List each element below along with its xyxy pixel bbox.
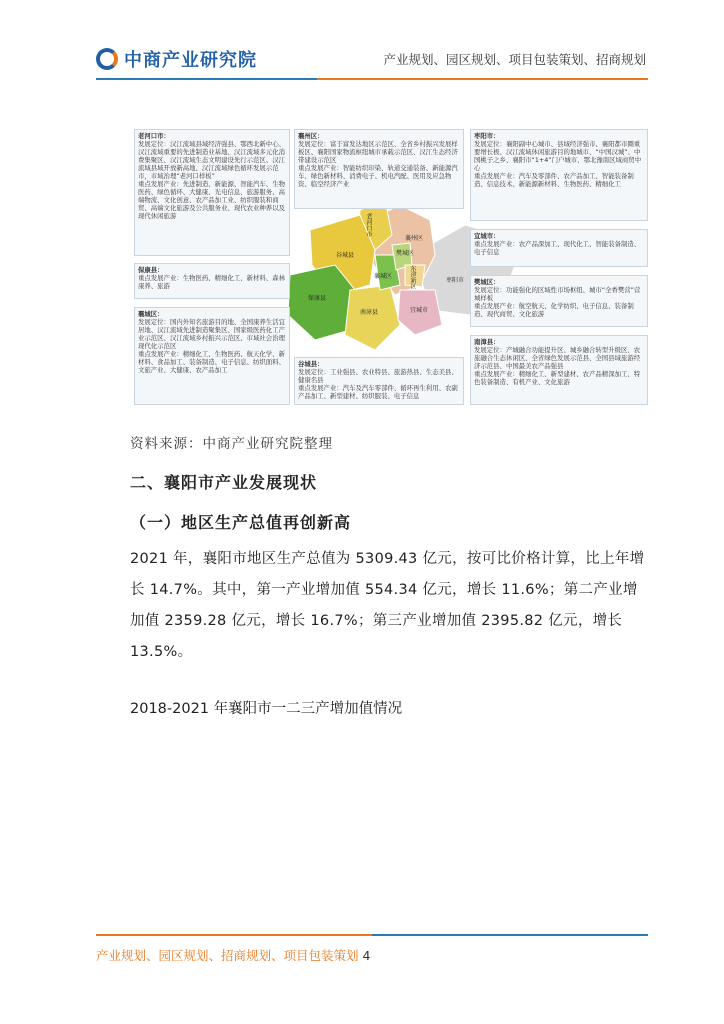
infobox-position: 发展定位：襄阳副中心城市、县域经济强市、襄阳都市圈重要增长极、汉江流域休闲旅游目的地城市、“中国汉城”、中国桃子之乡、襄阳市“1+4”门户城市、鄂北豫南区域商贸中心 <box>474 140 642 172</box>
infobox-title: 樊城区： <box>474 278 500 286</box>
header-divider <box>96 78 648 80</box>
region-nanzhang <box>345 285 400 350</box>
infobox-position: 发展定位：汉江流域县域经济强县、鄂西北新中心、汉江流域重要的先进制造业基地、汉江流域多元化消费集聚区、汉江流域生态文明建设先行示范区、汉江流域县域开放新高地、汉江流域绿色循环发展示范市，市域治理“老河口样板” <box>138 140 285 180</box>
map-label-baokang: 保康县 <box>308 295 327 302</box>
infobox-title: 枣阳市： <box>474 132 500 140</box>
map-label-nanzhang: 南漳县 <box>360 309 379 316</box>
map-label-fancheng: 樊城区 <box>396 250 415 257</box>
map-label-xiangzhou: 襄州区 <box>405 235 424 242</box>
body-paragraph: 2021 年，襄阳市地区生产总值为 5309.43 亿元，按可比价格计算，比上年增长 14.7%。其中，第一产业增加值 554.34 亿元，增长 11.6%；第二产业增加值 2359.28 亿元，增长 16.7%；第三产业增加值 2395.82 亿元，增长 13.5%。 <box>130 551 645 660</box>
infobox-position: 发展定位：工业强县、农业特县、旅游热县、生态美县、健康名县 <box>298 368 458 384</box>
infobox-title: 宜城市： <box>474 232 500 240</box>
map-label-xiangcheng: 襄城区 <box>374 273 393 280</box>
infobox-position: 发展定位：富于富发达地区示范区、全省乡村振兴发展样板区、襄阳国家物流枢纽城市承载示范区、汉江生态经济带建设示范区 <box>298 140 458 164</box>
infobox-industries: 重点发展产业：农产品深加工、现代化工、智能装备制造、电子信息 <box>474 240 641 256</box>
infobox-title: 保康县： <box>138 266 164 274</box>
company-logo <box>96 44 257 74</box>
infobox-nanzhang <box>470 335 648 405</box>
map-label-yicheng: 宜城市 <box>410 307 429 314</box>
infobox-industries: 重点发展产业：先进制造、新能源、智能汽车、生物医药、绿色循环、大健康、光电信息、旅游服务、高端物流、文化创意、农产品加工业、纺织服装和商贸、高端文化旅游及公共服务业、现代农业种养以及现代休闲旅游 <box>138 180 285 220</box>
infobox-position: 发展定位：产城融合功能提升区、城乡融合转型升级区、农旅融合生态休闲区、全省绿色发展示范县、全国县域旅游经济示范县、中国最美农产品强县 <box>474 346 641 370</box>
infobox-title: 老河口市： <box>138 132 170 140</box>
xiangyang-region-map-figure <box>130 125 652 408</box>
infobox-xiangcheng <box>134 307 290 405</box>
infobox-title: 襄城区： <box>138 310 164 318</box>
map-label-dongjin: 东津新区 <box>409 265 416 289</box>
footer-text: 产业规划、园区规划、招商规划、项目包装策划 <box>96 948 359 963</box>
infobox-laohekou <box>134 129 290 256</box>
infobox-title: 襄州区： <box>298 132 324 140</box>
map-label-zaoyang: 枣阳市 <box>446 277 465 284</box>
infobox-gucheng <box>294 357 464 405</box>
page-number: 4 <box>362 948 371 963</box>
infobox-industries: 重点发展产业：汽车及零部件、农产品加工、智能装备制造、信息技术、新能源新材料、生物医药、精细化工 <box>474 172 634 188</box>
chart-caption: 2018-2021 年襄阳市一二三产增加值情况 <box>130 701 403 717</box>
infobox-fancheng <box>470 275 648 327</box>
map-label-gucheng: 谷城县 <box>336 252 355 259</box>
map-label-laohekou: 老河口市 <box>365 213 372 237</box>
infobox-position: 发展定位：国内外知名旅游目的地、全国康养生活宜居地、汉江流域先进制造聚集区、国家级医药化工产业示范区、汉江流域乡村振兴示范区、市域社会治理现代化示范区 <box>138 318 285 350</box>
footer <box>96 946 370 964</box>
infobox-industries: 重点发展产业：航空航天、化学纺织、电子信息、装备制造、现代商贸、文化旅游 <box>474 302 634 318</box>
infobox-industries: 重点发展产业：生物医药、精细化工、新材料、森林康养、旅游 <box>138 274 285 290</box>
infobox-position: 发展定位：功能强化的区域性市场枢纽、城市“全香樊营”营城样板 <box>474 286 641 302</box>
infobox-xiangzhou <box>294 129 464 209</box>
infobox-title: 谷城县： <box>298 360 324 368</box>
infobox-industries: 重点发展产业：汽车及汽车零部件、循环再生利用、农副产品加工、新型建材、纺织服装、电子信息 <box>298 384 458 400</box>
infobox-zaoyang <box>470 129 648 221</box>
infobox-industries: 重点发展产业：智能纺织印染、轨道交通装备、新能源汽车、绿色新材料、消费电子、机电汽配、医用及应急物资、临空经济产业 <box>298 164 458 188</box>
footer-divider <box>96 934 648 936</box>
infobox-industries: 重点发展产业：精细化工、生物医药、航天化学、新材料、食品加工、装备制造、电子信息、纺织面料、文旅产业、大健康、农产品加工 <box>138 350 285 374</box>
infobox-yicheng <box>470 229 648 267</box>
infobox-industries: 重点发展产业：精细化工、新型建材、农产品精深加工、特色装备制造、有机产业、文化旅游 <box>474 370 641 386</box>
subsection-title: （一）地区生产总值再创新高 <box>130 513 352 532</box>
section-title: 二、襄阳市产业发展现状 <box>130 473 318 492</box>
infobox-title: 南漳县： <box>474 338 500 346</box>
logo-text: 中商产业研究院 <box>124 50 257 71</box>
header-tagline: 产业规划、园区规划、项目包装策划、招商规划 <box>383 52 646 67</box>
figure-source: 资料来源：中商产业研究院整理 <box>130 436 333 452</box>
logo-icon <box>96 48 118 70</box>
infobox-baokang <box>134 263 290 299</box>
